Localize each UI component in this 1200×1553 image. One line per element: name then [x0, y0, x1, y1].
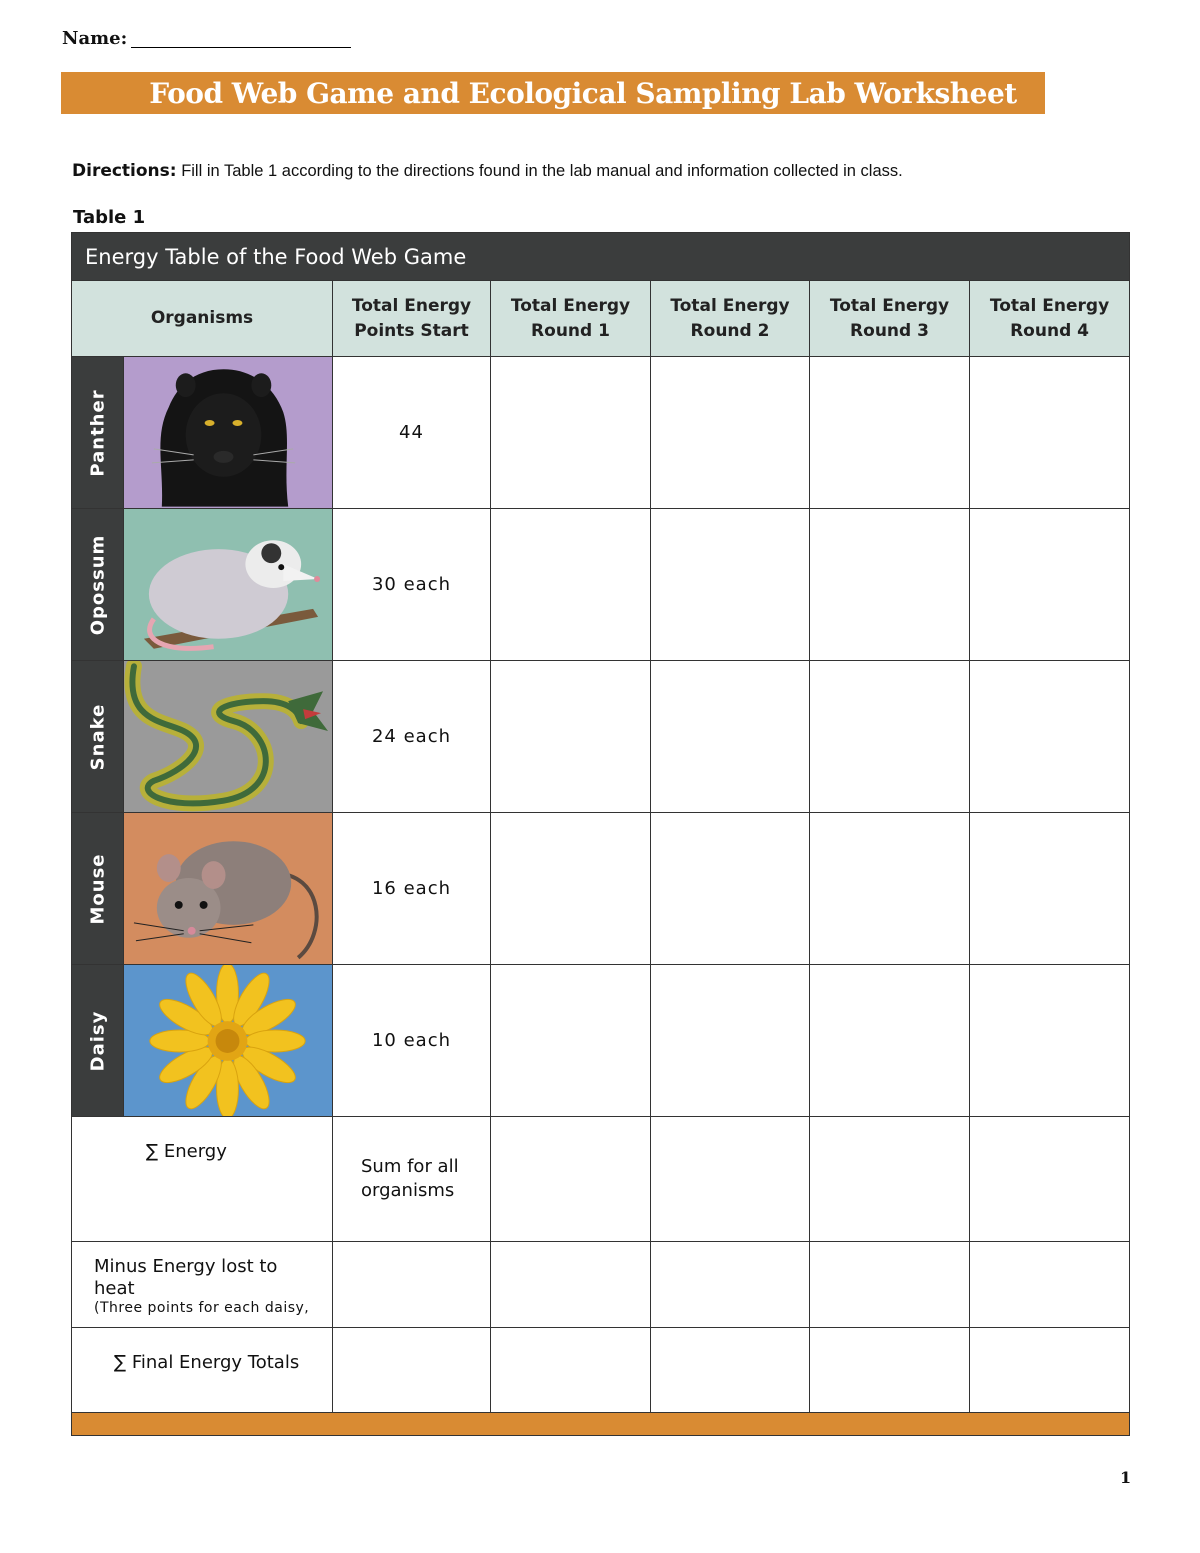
cell-final-round-1[interactable]	[491, 1328, 651, 1413]
row-label-panther	[72, 357, 124, 509]
sum-start-text: Sum for all organisms	[361, 1156, 459, 1201]
cell-sum-round-1[interactable]	[491, 1117, 651, 1242]
start-value-daisy: 10 each	[333, 965, 491, 1117]
cell-snake-round-3[interactable]	[810, 661, 970, 813]
table-footer-bar	[72, 1413, 1130, 1436]
snake-image	[124, 661, 333, 813]
cell-panther-round-2[interactable]	[651, 357, 810, 509]
sum-start-cell	[333, 1117, 491, 1242]
final-label-cell	[72, 1328, 333, 1413]
cell-daisy-round-2[interactable]	[651, 965, 810, 1117]
row-label-daisy-text: Daisy	[87, 1010, 108, 1071]
table-row-daisy	[72, 965, 1130, 1117]
cell-opossum-round-3[interactable]	[810, 509, 970, 661]
row-label-snake	[72, 661, 124, 813]
row-label-panther-text: Panther	[87, 388, 108, 477]
row-label-opossum	[72, 509, 124, 661]
col-header-start	[333, 281, 491, 357]
cell-sum-round-3[interactable]	[810, 1117, 970, 1242]
cell-final-round-2[interactable]	[651, 1328, 810, 1413]
sum-label-cell	[72, 1117, 333, 1242]
start-value-mouse: 16 each	[333, 813, 491, 965]
cell-heat-loss-round-4[interactable]	[970, 1242, 1130, 1328]
cell-opossum-round-2[interactable]	[651, 509, 810, 661]
directions-label: Directions:	[72, 161, 177, 181]
directions-text: Fill in Table 1 according to the directions found in the lab manual and information collected in class.	[181, 162, 903, 180]
start-value-snake: 24 each	[333, 661, 491, 813]
directions	[72, 161, 903, 181]
cell-opossum-round-4[interactable]	[970, 509, 1130, 661]
col-header-round-4-text: Total Energy Round 4	[989, 295, 1110, 341]
cell-mouse-round-4[interactable]	[970, 813, 1130, 965]
cell-heat-loss-round-3[interactable]	[810, 1242, 970, 1328]
heat-loss-label-cell	[72, 1242, 333, 1328]
cell-daisy-round-3[interactable]	[810, 965, 970, 1117]
cell-opossum-round-1[interactable]	[491, 509, 651, 661]
cell-sum-round-4[interactable]	[970, 1117, 1130, 1242]
panther-image	[124, 357, 333, 509]
table-row-opossum	[72, 509, 1130, 661]
table-title: Energy Table of the Food Web Game	[72, 233, 1130, 281]
cell-snake-round-1[interactable]	[491, 661, 651, 813]
cell-sum-round-2[interactable]	[651, 1117, 810, 1242]
row-label-mouse-text: Mouse	[87, 852, 108, 925]
heat-loss-label: Minus Energy lost to heat	[94, 1256, 278, 1299]
sum-label: ∑ Energy	[146, 1141, 227, 1162]
col-header-round-3-text: Total Energy Round 3	[829, 295, 950, 341]
cell-snake-round-4[interactable]	[970, 661, 1130, 813]
mouse-image	[124, 813, 333, 965]
cell-panther-round-4[interactable]	[970, 357, 1130, 509]
title-banner	[61, 72, 1045, 114]
cell-snake-round-2[interactable]	[651, 661, 810, 813]
cell-heat-loss-round-1[interactable]	[491, 1242, 651, 1328]
col-header-round-4	[970, 281, 1130, 357]
cell-heat-loss-start[interactable]	[333, 1242, 491, 1328]
cell-final-start[interactable]	[333, 1328, 491, 1413]
cell-final-round-4[interactable]	[970, 1328, 1130, 1413]
page-number: 1	[1120, 1468, 1132, 1487]
row-label-mouse	[72, 813, 124, 965]
name-label: Name:	[62, 28, 128, 49]
cell-panther-round-1[interactable]	[491, 357, 651, 509]
page-title: Food Web Game and Ecological Sampling Lab Worksheet	[149, 76, 1017, 110]
row-label-snake-text: Snake	[87, 703, 108, 770]
cell-daisy-round-1[interactable]	[491, 965, 651, 1117]
start-value-opossum: 30 each	[333, 509, 491, 661]
table-row-final	[72, 1328, 1130, 1413]
table-row-snake	[72, 661, 1130, 813]
start-value-panther: 44	[333, 357, 491, 509]
table-label: Table 1	[73, 207, 146, 228]
col-header-round-1	[491, 281, 651, 357]
cell-mouse-round-1[interactable]	[491, 813, 651, 965]
heat-loss-note: (Three points for each daisy,	[94, 1300, 310, 1316]
col-header-round-3	[810, 281, 970, 357]
name-field[interactable]	[131, 47, 351, 48]
col-header-round-2-text: Total Energy Round 2	[670, 295, 790, 341]
cell-final-round-3[interactable]	[810, 1328, 970, 1413]
footer-bar-cell	[72, 1413, 1130, 1436]
cell-daisy-round-4[interactable]	[970, 965, 1130, 1117]
col-header-round-2	[651, 281, 810, 357]
daisy-image	[124, 965, 333, 1117]
col-header-start-text: Total Energy Points Start	[351, 295, 472, 341]
col-header-round-1-text: Total Energy Round 1	[510, 295, 631, 341]
table-row-mouse	[72, 813, 1130, 965]
table-row-sum	[72, 1117, 1130, 1242]
row-label-opossum-text: Opossum	[87, 534, 108, 635]
cell-mouse-round-2[interactable]	[651, 813, 810, 965]
table-row-heat-loss	[72, 1242, 1130, 1328]
table-row-panther	[72, 357, 1130, 509]
energy-table	[71, 232, 1130, 1436]
cell-panther-round-3[interactable]	[810, 357, 970, 509]
opossum-image	[124, 509, 333, 661]
cell-heat-loss-round-2[interactable]	[651, 1242, 810, 1328]
final-label: ∑ Final Energy Totals	[114, 1352, 300, 1373]
cell-mouse-round-3[interactable]	[810, 813, 970, 965]
row-label-daisy	[72, 965, 124, 1117]
col-header-organisms: Organisms	[72, 281, 333, 357]
